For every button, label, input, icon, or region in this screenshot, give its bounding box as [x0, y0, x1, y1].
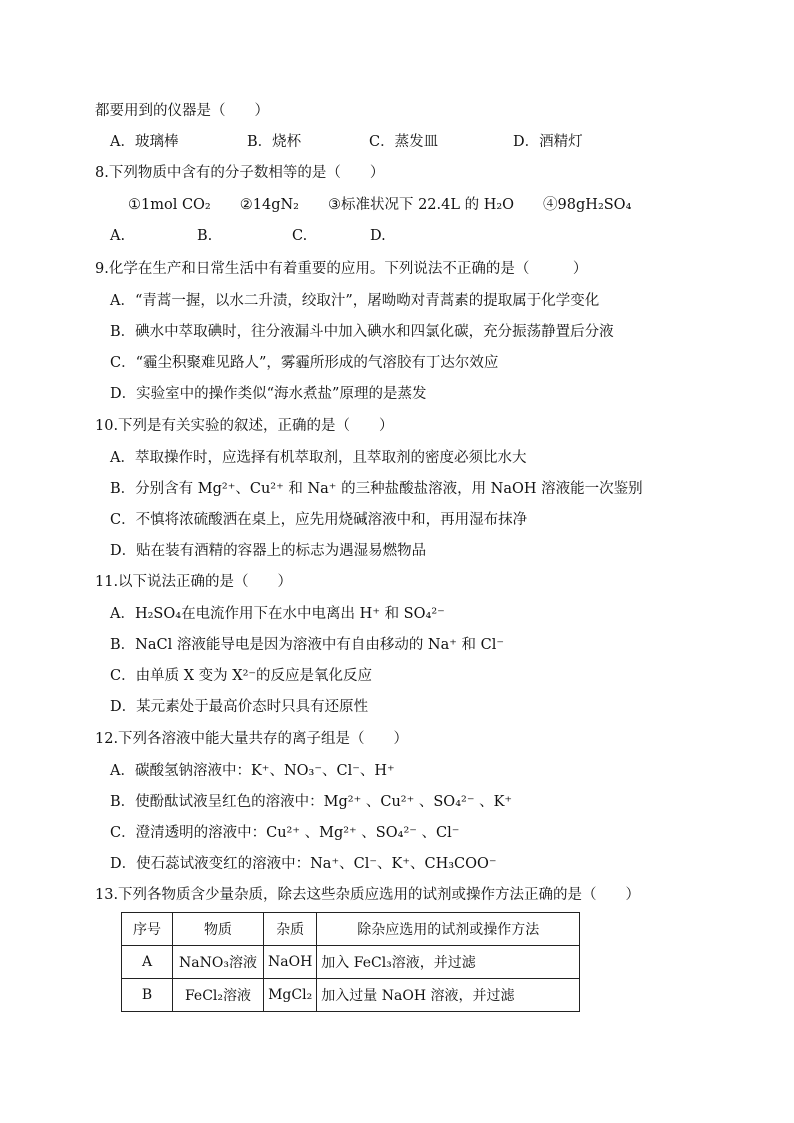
q9-option-c: C．“霾尘积聚难见路人”，雾霾所形成的气溶胶有丁达尔效应	[110, 355, 499, 371]
q7-option-a: A．玻璃棒	[110, 134, 179, 150]
table-cell: 加入 FeCl₃溶液，并过滤	[317, 946, 580, 979]
table-cell: 加入过量 NaOH 溶液，并过滤	[317, 979, 580, 1012]
table-header-cell: 杂质	[264, 913, 317, 946]
q7-option-b: B．烧杯	[247, 134, 302, 150]
q8-items: ①1mol CO₂ ②14gN₂ ③标准状况下 22.4L 的 H₂O ④98gH₂SO₄	[128, 197, 632, 213]
q12-option-c: C．澄清透明的溶液中：Cu²⁺ 、Mg²⁺ 、SO₄²⁻ 、Cl⁻	[110, 825, 460, 841]
q12-option-a: A．碳酸氢钠溶液中：K⁺、NO₃⁻、Cl⁻、H⁺	[110, 763, 395, 779]
q10-option-c: C．不慎将浓硫酸洒在桌上，应先用烧碱溶液中和，再用湿布抹净	[110, 512, 528, 528]
table-header-cell: 除杂应选用的试剂或操作方法	[317, 913, 580, 946]
table-cell: NaOH	[264, 946, 317, 979]
table-header-row	[122, 913, 580, 946]
table-row	[122, 946, 580, 979]
q12-option-d: D．使石蕊试液变红的溶液中：Na⁺、Cl⁻、K⁺、CH₃COO⁻	[110, 856, 497, 872]
q11-option-c: C．由单质 X 变为 X²⁻的反应是氧化反应	[110, 668, 373, 684]
table-cell: FeCl₂溶液	[173, 979, 264, 1012]
q8-option-c: C.	[292, 228, 308, 244]
q7-option-c: C．蒸发皿	[369, 134, 439, 150]
q10-option-d: D．贴在装有酒精的容器上的标志为遇湿易燃物品	[110, 543, 427, 559]
table-row	[122, 979, 580, 1012]
q7-option-d: D．酒精灯	[513, 134, 583, 150]
q10-option-b: B．分别含有 Mg²⁺、Cu²⁺ 和 Na⁺ 的三种盐酸盐溶液，用 NaOH 溶液能一次鉴别	[110, 481, 643, 497]
question-13: 13.下列各物质含少量杂质，除去这些杂质应选用的试剂或操作方法正确的是（ ）	[95, 887, 641, 903]
q9-option-d: D．实验室中的操作类似“海水煮盐”原理的是蒸发	[110, 386, 427, 402]
table-cell: NaNO₃溶液	[173, 946, 264, 979]
q9-option-b: B．碘水中萃取碘时，往分液漏斗中加入碘水和四氯化碳，充分振荡静置后分液	[110, 324, 614, 340]
table-header-cell: 序号	[122, 913, 173, 946]
q10-option-a: A．萃取操作时，应选择有机萃取剂，且萃取剂的密度必须比水大	[110, 450, 527, 466]
question-10: 10.下列是有关实验的叙述，正确的是（ ）	[95, 418, 394, 434]
q11-option-d: D．某元素处于最高价态时只具有还原性	[110, 699, 369, 715]
q8-option-a: A.	[110, 228, 126, 244]
q9-option-a: A．“青蒿一握，以水二升渍，绞取汁”，屠呦呦对青蒿素的提取属于化学变化	[110, 293, 600, 309]
table-cell: A	[122, 946, 173, 979]
table-header-cell: 物质	[173, 913, 264, 946]
q11-option-b: B．NaCl 溶液能导电是因为溶液中有自由移动的 Na⁺ 和 Cl⁻	[110, 637, 505, 653]
question-11: 11.以下说法正确的是（ ）	[95, 574, 293, 590]
question-8: 8.下列物质中含有的分子数相等的是（ ）	[95, 165, 385, 181]
impurity-table	[121, 912, 580, 1012]
table-cell: MgCl₂	[264, 979, 317, 1012]
question-9: 9.化学在生产和日常生活中有着重要的应用。下列说法不正确的是（ ）	[95, 261, 588, 277]
table-cell: B	[122, 979, 173, 1012]
q11-option-a: A．H₂SO₄在电流作用下在水中电离出 H⁺ 和 SO₄²⁻	[110, 606, 445, 622]
q12-option-b: B．使酚酞试液呈红色的溶液中：Mg²⁺ 、Cu²⁺ 、SO₄²⁻ 、K⁺	[110, 794, 513, 810]
q8-option-b: B.	[197, 228, 213, 244]
question-7-tail: 都要用到的仪器是（ ）	[95, 103, 269, 119]
question-12: 12.下列各溶液中能大量共存的离子组是（ ）	[95, 731, 409, 747]
q8-option-d: D.	[370, 228, 386, 244]
